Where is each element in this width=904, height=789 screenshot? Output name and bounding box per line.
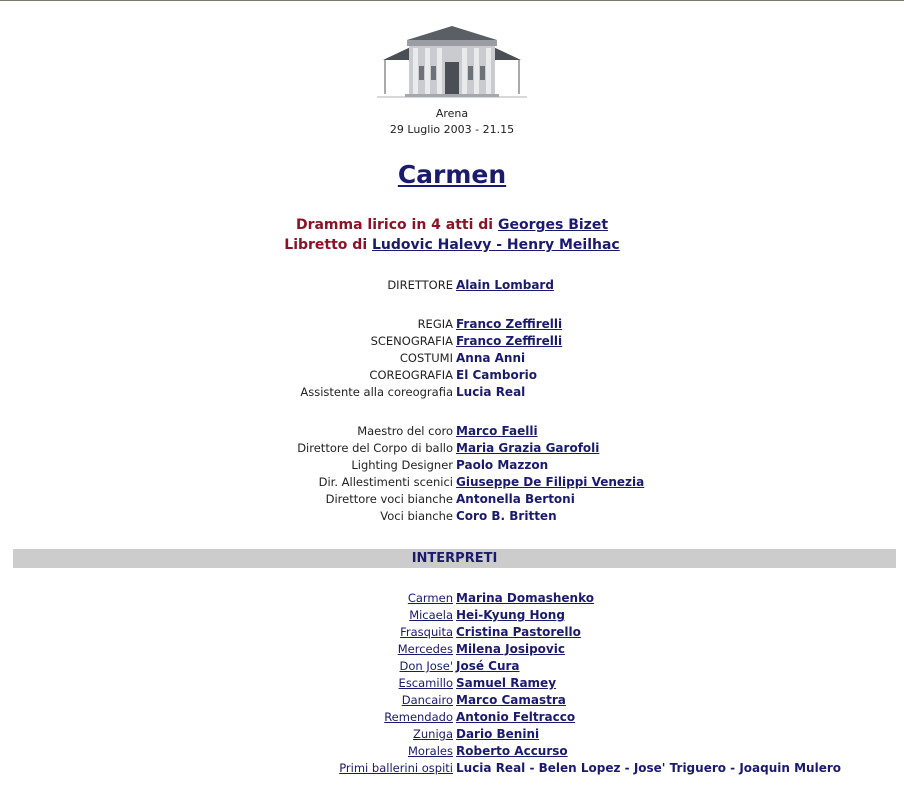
cast-label[interactable]: Mercedes bbox=[397, 642, 453, 656]
cast-label[interactable]: Remendado bbox=[384, 710, 453, 724]
production-label: REGIA bbox=[417, 317, 453, 331]
cast-row bbox=[0, 675, 904, 692]
cast-label[interactable]: Primi ballerini ospiti bbox=[339, 761, 453, 775]
production-label: Assistente alla coreografia bbox=[300, 385, 453, 399]
libretto-line: Libretto di Ludovic Halevy - Henry Meilhac bbox=[284, 237, 620, 253]
staff-row bbox=[0, 508, 904, 525]
staff-label: Voci bianche bbox=[380, 509, 453, 523]
staff-value[interactable]: Marco Faelli bbox=[456, 424, 538, 438]
cast-label[interactable]: Escamillo bbox=[398, 676, 453, 690]
staff-value: Antonella Bertoni bbox=[456, 492, 575, 506]
cast-row bbox=[0, 624, 904, 641]
cast-value[interactable]: Samuel Ramey bbox=[456, 676, 557, 690]
conductor-row bbox=[0, 277, 904, 294]
cast-row bbox=[0, 641, 904, 658]
production-value[interactable]: Franco Zeffirelli bbox=[456, 334, 563, 348]
librettists-link[interactable]: Ludovic Halevy - Henry Meilhac bbox=[372, 237, 620, 253]
cast-label[interactable]: Don Jose' bbox=[399, 659, 453, 673]
cast-value[interactable]: Milena Josipovic bbox=[456, 642, 565, 656]
staff-label: Direttore voci bianche bbox=[325, 492, 453, 506]
cast-value[interactable]: Marco Camastra bbox=[456, 693, 566, 707]
performance-date: 29 Luglio 2003 - 21.15 bbox=[389, 123, 515, 136]
cast-value[interactable]: Antonio Feltracco bbox=[456, 710, 576, 724]
cast-value[interactable]: José Cura bbox=[456, 659, 520, 673]
production-row bbox=[0, 367, 904, 384]
staff-value: Paolo Mazzon bbox=[456, 458, 549, 472]
staff-row bbox=[0, 423, 904, 440]
cast-label[interactable]: Dancairo bbox=[401, 693, 453, 707]
cast-row bbox=[0, 743, 904, 760]
interpreti-header: INTERPRETI bbox=[13, 549, 896, 568]
production-value: Lucia Real bbox=[456, 385, 526, 399]
production-value[interactable]: Franco Zeffirelli bbox=[456, 317, 563, 331]
cast-label[interactable]: Morales bbox=[408, 744, 453, 758]
cast-row bbox=[0, 607, 904, 624]
cast-row bbox=[0, 760, 904, 777]
staff-label: Maestro del coro bbox=[357, 424, 453, 438]
venue-name: Arena bbox=[435, 107, 469, 120]
cast-row bbox=[0, 692, 904, 709]
header bbox=[0, 22, 904, 138]
cast-row bbox=[0, 590, 904, 607]
staff-row bbox=[0, 440, 904, 457]
cast-row bbox=[0, 658, 904, 675]
composer-line: Dramma lirico in 4 atti di Georges Bizet bbox=[295, 217, 609, 233]
cast-row bbox=[0, 726, 904, 743]
production-row bbox=[0, 350, 904, 367]
cast-row bbox=[0, 709, 904, 726]
cast-value: Lucia Real - Belen Lopez - Jose' Triguero - Joaquin Mulero bbox=[456, 761, 841, 775]
cast-value[interactable]: Cristina Pastorello bbox=[456, 625, 581, 639]
staff-value[interactable]: Giuseppe De Filippi Venezia bbox=[456, 475, 645, 489]
staff-row bbox=[0, 491, 904, 508]
cast-value[interactable]: Marina Domashenko bbox=[456, 591, 594, 605]
cast-label[interactable]: Carmen bbox=[407, 591, 453, 605]
composer-link[interactable]: Georges Bizet bbox=[497, 217, 609, 233]
production-label: COSTUMI bbox=[399, 351, 453, 365]
production-value: El Camborio bbox=[456, 368, 538, 382]
staff-label: Dir. Allestimenti scenici bbox=[318, 475, 453, 489]
arena-building-image bbox=[377, 22, 527, 100]
production-row bbox=[0, 316, 904, 333]
cast-value[interactable]: Roberto Accurso bbox=[456, 744, 568, 758]
production-label: COREOGRAFIA bbox=[369, 368, 453, 382]
production-label: SCENOGRAFIA bbox=[370, 334, 453, 348]
opera-title[interactable]: Carmen bbox=[397, 160, 507, 189]
top-rule bbox=[0, 0, 904, 1]
conductor-label: DIRETTORE bbox=[387, 278, 453, 292]
cast-value[interactable]: Hei-Kyung Hong bbox=[456, 608, 565, 622]
cast-label[interactable]: Zuniga bbox=[413, 727, 453, 741]
staff-label: Direttore del Corpo di ballo bbox=[297, 441, 453, 455]
production-row bbox=[0, 333, 904, 350]
staff-value[interactable]: Maria Grazia Garofoli bbox=[456, 441, 600, 455]
conductor-value[interactable]: Alain Lombard bbox=[456, 278, 554, 292]
production-value: Anna Anni bbox=[456, 351, 526, 365]
cast-value[interactable]: Dario Benini bbox=[456, 727, 540, 741]
staff-label: Lighting Designer bbox=[351, 458, 453, 472]
cast-label[interactable]: Frasquita bbox=[400, 625, 453, 639]
production-row bbox=[0, 384, 904, 401]
cast-label[interactable]: Micaela bbox=[409, 608, 453, 622]
staff-row bbox=[0, 474, 904, 491]
staff-value: Coro B. Britten bbox=[456, 509, 557, 523]
staff-row bbox=[0, 457, 904, 474]
